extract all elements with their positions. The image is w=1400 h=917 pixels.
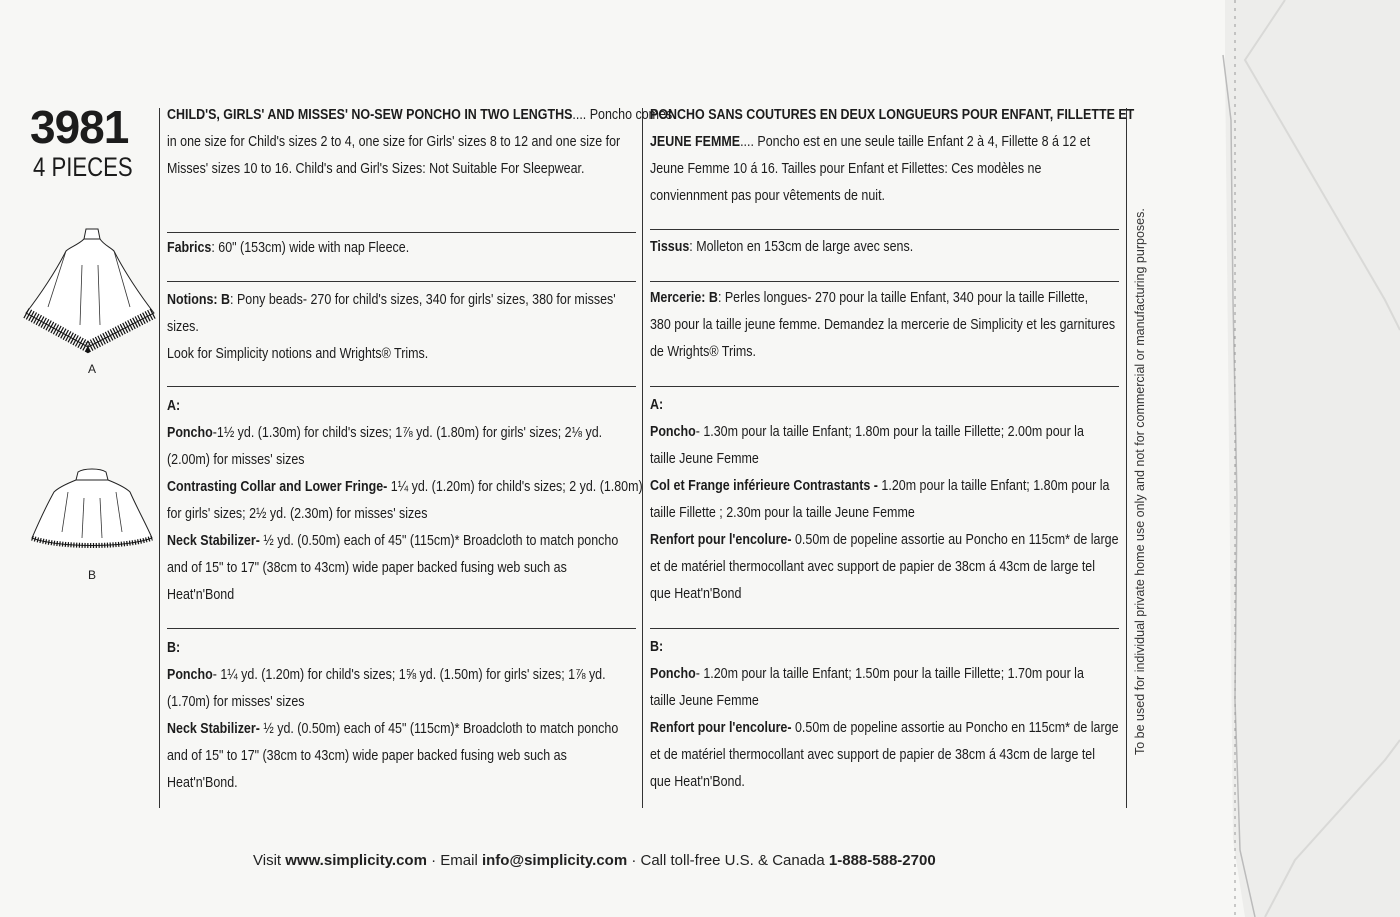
rule [167, 628, 636, 629]
text: taille Jeune Femme [650, 451, 759, 467]
label: Poncho [650, 666, 696, 682]
label: Col et Frange inférieure Contrastants - [650, 478, 878, 494]
label: Notions [167, 292, 214, 308]
text: .... Poncho comes [572, 107, 673, 123]
label: Poncho [650, 424, 696, 440]
text: sizes. [167, 319, 199, 335]
text: - 1¼ yd. (1.20m) for child's sizes; 1⅝ yd. (1.50m) for girls' sizes; 1⅞ yd. [212, 667, 606, 683]
french-tissus [650, 234, 1120, 261]
heading: B: [650, 639, 664, 655]
text: ½ yd. (0.50m) each of 45" (115cm)* Broadcloth to match poncho [259, 721, 619, 737]
label: Poncho [167, 425, 213, 441]
label: : B [701, 290, 718, 306]
rule [650, 281, 1119, 282]
envelope-flap [1185, 0, 1400, 917]
divider-middle [642, 108, 643, 808]
label: Renfort pour l'encolure- [650, 720, 792, 736]
text: ½ yd. (0.50m) each of 45" (115cm)* Broadcloth to match poncho [259, 533, 619, 549]
label: Contrasting Collar and Lower Fringe- [167, 479, 388, 495]
rule [167, 386, 636, 387]
label: Renfort pour l'encolure- [650, 532, 792, 548]
text: Heat'n'Bond [167, 587, 235, 603]
text: de Wrights® Trims. [650, 344, 756, 360]
text: 380 pour la taille jeune femme. Demandez la mercerie de Simplicity et les garnitures [650, 317, 1116, 333]
text: 0.50m de popeline assortie au Poncho en 115cm* de large [791, 532, 1119, 548]
divider-left [159, 108, 160, 808]
rule [167, 232, 636, 233]
text: que Heat'n'Bond. [650, 774, 745, 790]
text: : Perles longues- 270 pour la taille Enfant, 340 pour la taille Fillette, [717, 290, 1089, 306]
heading: A: [167, 398, 181, 414]
french-title-cont: JEUNE FEMME [650, 134, 741, 150]
text: taille Jeune Femme [650, 693, 759, 709]
text: .... Poncho est en une seule taille Enfant 2 à 4, Fillette 8 á 12 et [740, 134, 1091, 150]
text: que Heat'n'Bond [650, 586, 742, 602]
text: · Call toll-free U.S. & Canada [627, 852, 829, 869]
english-description [167, 102, 673, 183]
english-view-b [167, 635, 637, 797]
rule [650, 229, 1119, 230]
text: - 1.20m pour la taille Enfant; 1.50m pour la taille Fillette; 1.70m pour la [695, 666, 1084, 682]
text: Misses' sizes 10 to 16. Child's and Girl's Sizes: Not Suitable For Sleepwear. [167, 161, 585, 177]
text: and of 15" to 17" (38cm to 43cm) wide paper backed fusing web such as [167, 560, 567, 576]
heading: A: [650, 397, 664, 413]
text: et de matériel thermocollant avec support de papier de 38cm á 43cm de large tel [650, 747, 1096, 763]
text: and of 15" to 17" (38cm to 43cm) wide paper backed fusing web such as [167, 748, 567, 764]
french-view-b [650, 634, 1120, 796]
heading: B: [167, 640, 181, 656]
text: for girls' sizes; 2½ yd. (2.30m) for misses' sizes [167, 506, 428, 522]
label: Neck Stabilizer- [167, 721, 260, 737]
view-b-label: B [88, 568, 97, 582]
label: Poncho [167, 667, 213, 683]
text: (2.00m) for misses' sizes [167, 452, 305, 468]
english-title: CHILD'S, GIRLS' AND MISSES' NO-SEW PONCHO IN TWO LENGTHS [167, 107, 573, 123]
text: taille Fillette ; 2.30m pour la taille Jeune Femme [650, 505, 915, 521]
text: Jeune Femme 10 á 16. Tailles pour Enfant et Fillettes: Ces modèles ne [650, 161, 1042, 177]
view-a-illustration [18, 225, 158, 360]
text: - 1.30m pour la taille Enfant; 1.80m pour la taille Fillette; 2.00m pour la [695, 424, 1084, 440]
french-description [650, 102, 1135, 210]
email-link[interactable]: info@simplicity.com [481, 852, 628, 869]
label: Fabrics [167, 240, 212, 256]
english-fabrics [167, 235, 637, 262]
english-view-a [167, 393, 643, 609]
text: -1½ yd. (1.30m) for child's sizes; 1⅞ yd. (1.80m) for girls' sizes; 2⅛ yd. [212, 425, 603, 441]
text: 1.20m pour la taille Enfant; 1.80m pour la [877, 478, 1110, 494]
usage-disclaimer: To be used for individual private home use only and not for commercial or manufacturing purposes. [1133, 208, 1147, 755]
rule [650, 628, 1119, 629]
view-b-illustration [28, 462, 158, 562]
french-mercerie [650, 285, 1120, 366]
text: : 60" (153cm) wide with nap Fleece. [211, 240, 410, 256]
text: : Pony beads- 270 for child's sizes, 340 for girls' sizes, 380 for misses' [230, 292, 616, 308]
website-link[interactable]: www.simplicity.com [285, 852, 427, 869]
text: Heat'n'Bond. [167, 775, 238, 791]
text: Visit [253, 852, 286, 869]
rule [650, 386, 1119, 387]
text: et de matériel thermocollant avec support de papier de 38cm á 43cm de large tel [650, 559, 1096, 575]
text: Look for Simplicity notions and Wrights® Trims. [167, 346, 429, 362]
view-a-label: A [88, 362, 97, 376]
english-notions [167, 287, 637, 368]
pieces-count: 4 PIECES [33, 152, 133, 182]
contact-footer [253, 852, 936, 869]
pattern-number: 3981 [30, 101, 129, 153]
rule [167, 281, 636, 282]
divider-right [1126, 108, 1127, 808]
label: Mercerie [650, 290, 702, 306]
text: 1¼ yd. (1.20m) for child's sizes; 2 yd. (1.80m) [387, 479, 643, 495]
text: in one size for Child's sizes 2 to 4, one size for Girls' sizes 8 to 12 and one size for [167, 134, 621, 150]
text: 0.50m de popeline assortie au Poncho en 115cm* de large [791, 720, 1119, 736]
text: : Molleton en 153cm de large avec sens. [689, 239, 914, 255]
french-title: PONCHO SANS COUTURES EN DEUX LONGUEURS POUR ENFANT, FILLETTE ET [650, 107, 1135, 123]
text: · Email [426, 852, 482, 869]
label: Tissus [650, 239, 690, 255]
phone-number[interactable]: 1-888-588-2700 [828, 852, 936, 869]
text: (1.70m) for misses' sizes [167, 694, 305, 710]
text: conviennment pas pour vêtements de nuit. [650, 188, 885, 204]
label: Neck Stabilizer- [167, 533, 260, 549]
label: : B [213, 292, 231, 308]
french-view-a [650, 392, 1120, 608]
